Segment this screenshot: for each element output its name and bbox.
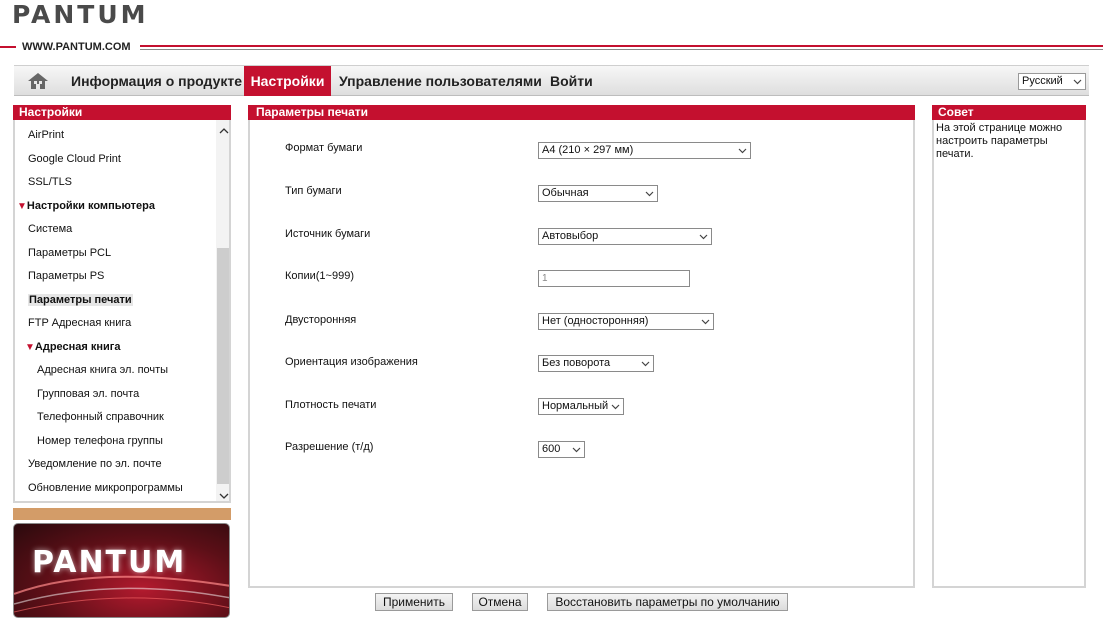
divider <box>140 45 1103 47</box>
tip-panel <box>932 120 1086 588</box>
density-select[interactable] <box>538 398 624 415</box>
sidebar-title: Настройки <box>13 105 231 120</box>
pantum-banner <box>13 523 230 618</box>
paper-size-value: A4 (210 × 297 мм) <box>542 144 634 156</box>
sidebar-item-group-phone[interactable]: Номер телефона группы <box>37 435 163 447</box>
resolution-select[interactable] <box>538 441 585 458</box>
sidebar-item-google-cloud-print[interactable]: Google Cloud Print <box>28 153 121 165</box>
print-settings-form <box>248 120 915 588</box>
nav-settings[interactable]: Настройки <box>244 66 331 96</box>
sidebar-group-computer-settings[interactable] <box>17 200 155 212</box>
nav-login[interactable]: Войти <box>550 73 593 89</box>
nav-user-management[interactable]: Управление пользователями <box>339 73 542 89</box>
chevron-down-icon <box>572 445 581 454</box>
language-value: Русский <box>1022 75 1063 87</box>
duplex-select[interactable] <box>538 313 714 330</box>
tip-title: Совет <box>932 105 1086 120</box>
copies-input[interactable]: 1 <box>538 270 690 287</box>
paper-source-value: Автовыбор <box>542 230 599 242</box>
divider <box>0 46 16 48</box>
home-icon[interactable] <box>27 72 49 90</box>
expanded-triangle-icon: ▼ <box>17 201 27 212</box>
sidebar-item-email-notification[interactable]: Уведомление по эл. почте <box>28 458 162 470</box>
main-nav <box>14 65 1089 96</box>
sidebar-item-airprint[interactable]: AirPrint <box>28 129 65 141</box>
paper-type-select[interactable] <box>538 185 658 202</box>
orientation-value: Без поворота <box>542 357 611 369</box>
chevron-down-icon <box>738 146 747 155</box>
sidebar-group-address-book[interactable] <box>25 341 121 353</box>
chevron-down-icon <box>1073 77 1082 86</box>
sidebar-scrollbar[interactable] <box>216 120 231 501</box>
duplex-value: Нет (односторонняя) <box>542 315 649 327</box>
density-label: Плотность печати <box>285 399 377 411</box>
page-title: Параметры печати <box>248 105 915 120</box>
sidebar-item-pcl[interactable]: Параметры PCL <box>28 247 112 259</box>
resolution-value: 600 <box>542 443 561 455</box>
sidebar-item-ssl-tls[interactable]: SSL/TLS <box>28 176 73 188</box>
paper-source-label: Источник бумаги <box>285 228 371 240</box>
sidebar-footer-bar <box>13 508 231 520</box>
orientation-select[interactable] <box>538 355 654 372</box>
sidebar-item-system[interactable]: Система <box>28 223 73 235</box>
paper-size-select[interactable] <box>538 142 751 159</box>
tip-text: На этой странице можно настроить параметры печати. <box>936 122 1063 160</box>
sidebar-item-group-email[interactable]: Групповая эл. почта <box>37 388 140 400</box>
paper-size-label: Формат бумаги <box>285 142 363 154</box>
sidebar-item-ps[interactable]: Параметры PS <box>28 270 105 282</box>
cancel-button[interactable]: Отмена <box>472 593 528 611</box>
nav-product-info[interactable]: Информация о продукте <box>71 73 243 89</box>
duplex-label: Двусторонняя <box>285 314 357 326</box>
sidebar-item-ftp-address-book[interactable]: FTP Адресная книга <box>28 317 132 329</box>
sidebar-menu <box>13 120 231 503</box>
scrollbar-thumb[interactable] <box>217 248 230 484</box>
chevron-down-icon <box>611 402 620 411</box>
restore-defaults-button[interactable]: Восстановить параметры по умолчанию <box>547 593 788 611</box>
copies-label: Копии(1~999) <box>285 270 354 282</box>
sidebar-item-email-address-book[interactable]: Адресная книга эл. почты <box>37 364 169 376</box>
banner-brand-text: PANTUM <box>32 545 187 580</box>
divider <box>140 49 1103 50</box>
sidebar-group-label: Настройки компьютера <box>26 200 155 212</box>
url-bar <box>0 40 1103 56</box>
chevron-down-icon <box>699 232 708 241</box>
apply-button[interactable]: Применить <box>375 593 453 611</box>
site-url: WWW.PANTUM.COM <box>22 41 131 53</box>
chevron-down-icon <box>701 317 710 326</box>
pantum-logo: PANTUM <box>12 0 149 29</box>
chevron-down-icon[interactable] <box>219 489 229 497</box>
paper-source-select[interactable] <box>538 228 712 245</box>
density-value: Нормальный <box>542 400 609 412</box>
paper-type-value: Обычная <box>542 187 589 199</box>
chevron-down-icon <box>641 359 650 368</box>
resolution-label: Разрешение (т/д) <box>285 441 374 453</box>
sidebar-item-print-settings[interactable]: Параметры печати <box>29 294 132 306</box>
sidebar-item-firmware-update[interactable]: Обновление микропрограммы <box>28 482 183 494</box>
sidebar-item-phone-book[interactable]: Телефонный справочник <box>37 411 164 423</box>
language-select[interactable] <box>1018 73 1086 90</box>
sidebar-group-label: Адресная книга <box>34 341 121 353</box>
chevron-up-icon[interactable] <box>219 124 229 132</box>
orientation-label: Ориентация изображения <box>285 356 418 368</box>
expanded-triangle-icon: ▼ <box>25 342 35 353</box>
chevron-down-icon <box>645 189 654 198</box>
paper-type-label: Тип бумаги <box>285 185 342 197</box>
